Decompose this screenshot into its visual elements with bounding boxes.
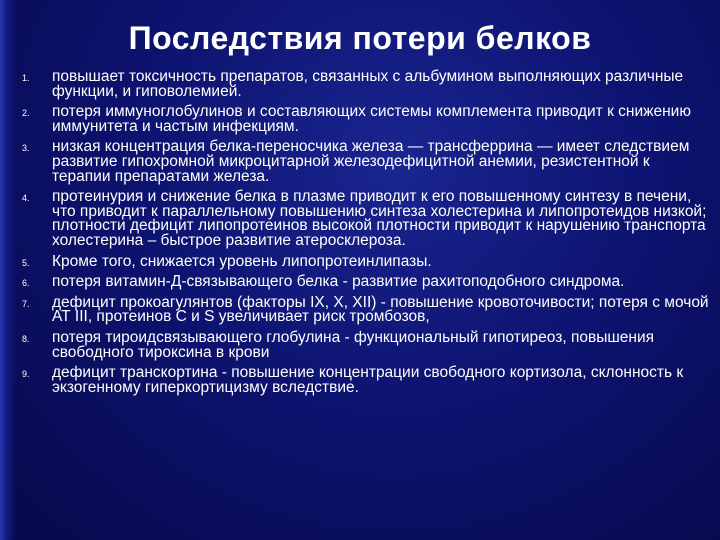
- list-item-number: 1.: [22, 73, 30, 83]
- list-item: [22, 275, 712, 290]
- list-item: [22, 140, 712, 184]
- list-item: [22, 190, 712, 248]
- list-item-number: 2.: [22, 108, 30, 119]
- list-item: [22, 328, 712, 361]
- list-item-text: протеинурия и снижение белка в плазме приводит к его повышенному синтезу в печени, что приводит к параллельному повышению синтеза холестерина и липопротеидов низкой; плотности дефицит липопротеинов высокой плотности приводит к нарушению транспорта холестерина – быстрое развитие атеросклероза.: [52, 188, 707, 249]
- list-item-number: 4.: [22, 193, 30, 204]
- list-item-text: повышает токсичность препаратов, связанных с альбумином выполняющих различные функции, и гиповолемией.: [52, 68, 684, 100]
- list-item-number: 5.: [22, 257, 30, 268]
- list-item: [22, 252, 712, 270]
- list-item: [22, 293, 712, 326]
- list-item-text: потеря тироидсвязывающего глобулина - функциональный гипотиреоз, повышения свободного тироксина в крови: [52, 328, 655, 361]
- slide-left-edge-decoration: [0, 0, 16, 540]
- list-item-number: 6.: [22, 278, 30, 289]
- list-item-text: низкая концентрация белка-переносчика железа — трансферрина — имеет следствием развитие гипохромной микроцитарной железодефицитной анемии, резистентной к терапии препаратами железа.: [52, 138, 690, 185]
- list-item-text: дефицит прокоагулянтов (факторы IX, X, XII) - повышение кровоточивости; потеря с мочой АТ III, протеинов С и S увеличивает риск тромбозов,: [52, 293, 709, 326]
- list-item-text: потеря витамин-Д-связывающего белка - развитие рахитоподобного синдрома.: [52, 273, 625, 291]
- list-item-number: 8.: [22, 333, 30, 344]
- consequences-list: [22, 70, 712, 401]
- list-item-number: 7.: [22, 298, 30, 309]
- list-item: [22, 70, 712, 99]
- list-item-text: дефицит транскортина - повышение концентрации свободного кортизола, склонность к экзогенному гиперкортицизму вследствие.: [52, 364, 684, 396]
- slide-title: Последствия потери белков: [128, 20, 592, 56]
- list-item: [22, 105, 712, 134]
- list-item-text: Кроме того, снижается уровень липопротеинлипазы.: [52, 252, 432, 270]
- list-item: [22, 366, 712, 395]
- list-item-number: 9.: [22, 369, 30, 380]
- list-item-number: 3.: [22, 143, 30, 154]
- list-item-text: потеря иммуноглобулинов и составляющих системы комплемента приводит к снижению иммунитета и частым инфекциям.: [52, 103, 691, 135]
